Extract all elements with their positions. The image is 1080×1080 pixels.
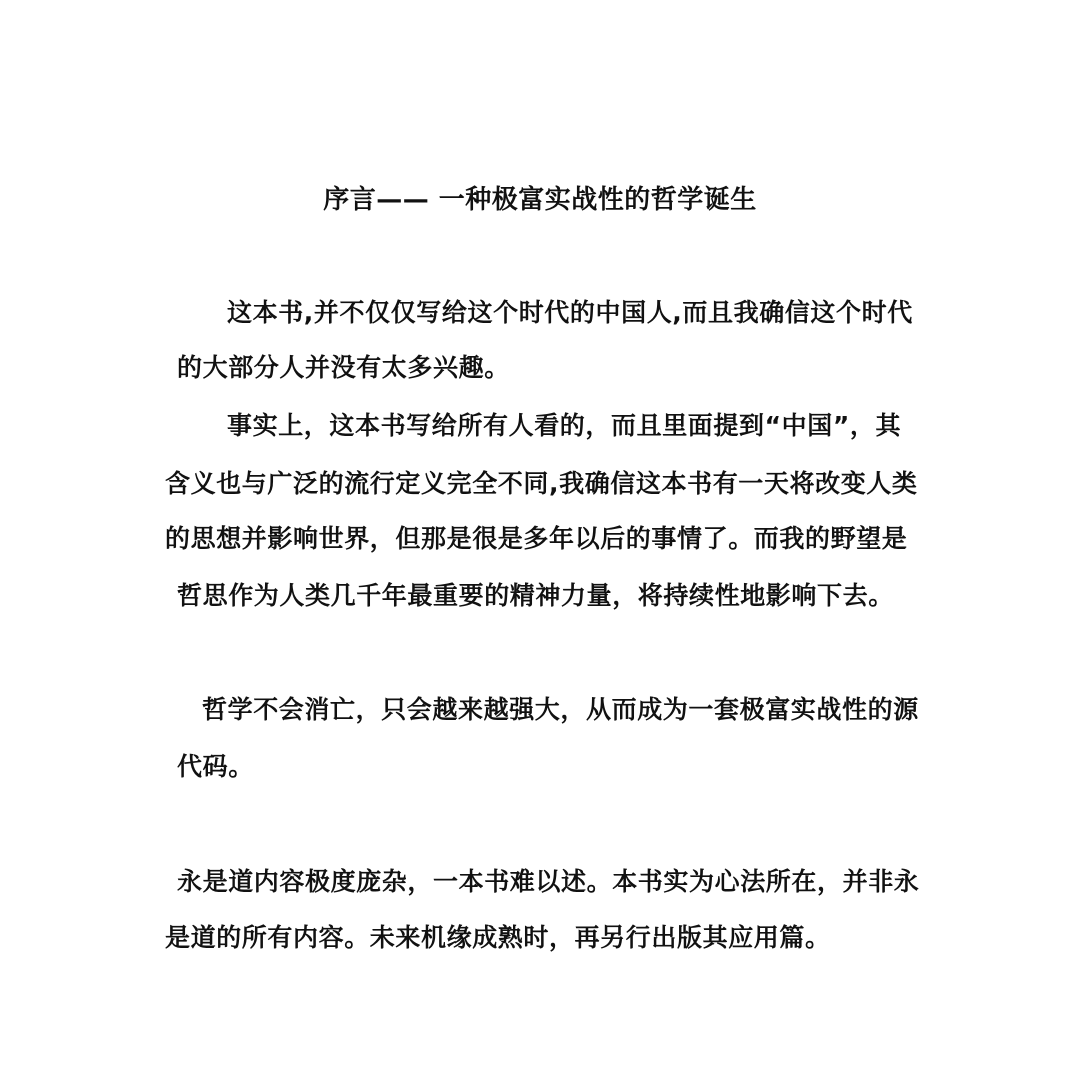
paragraph-4-line-2: 是道的所有内容。未来机缘成熟时，再另行出版其应用篇。 (165, 923, 831, 952)
paragraph-3-line-1: 哲学不会消亡，只会越来越强大，从而成为一套极富实战性的源 (202, 695, 919, 724)
paragraph-2-line-1: 事实上，这本书写给所有人看的，而且里面提到“中国”，其 (227, 411, 902, 440)
paragraph-4-line-1: 永是道内容极度庞杂，一本书难以述。本书实为心法所在，并非永 (177, 867, 920, 896)
paragraph-1-line-2: 的大部分人并没有太多兴趣。 (177, 353, 510, 382)
paragraph-2-line-4: 哲思作为人类几千年最重要的精神力量，将持续性地影响下去。 (177, 581, 894, 610)
preface-title: 序言—— 一种极富实战性的哲学诞生 (323, 185, 757, 215)
paragraph-2-line-3: 的思想并影响世界，但那是很是多年以后的事情了。而我的野望是 (165, 524, 908, 553)
paragraph-2-line-2: 含义也与广泛的流行定义完全不同,我确信这本书有一天将改变人类 (165, 469, 918, 498)
paragraph-1-line-1: 这本书,并不仅仅写给这个时代的中国人,而且我确信这个时代 (227, 298, 913, 327)
paragraph-3-line-2: 代码。 (177, 752, 254, 781)
